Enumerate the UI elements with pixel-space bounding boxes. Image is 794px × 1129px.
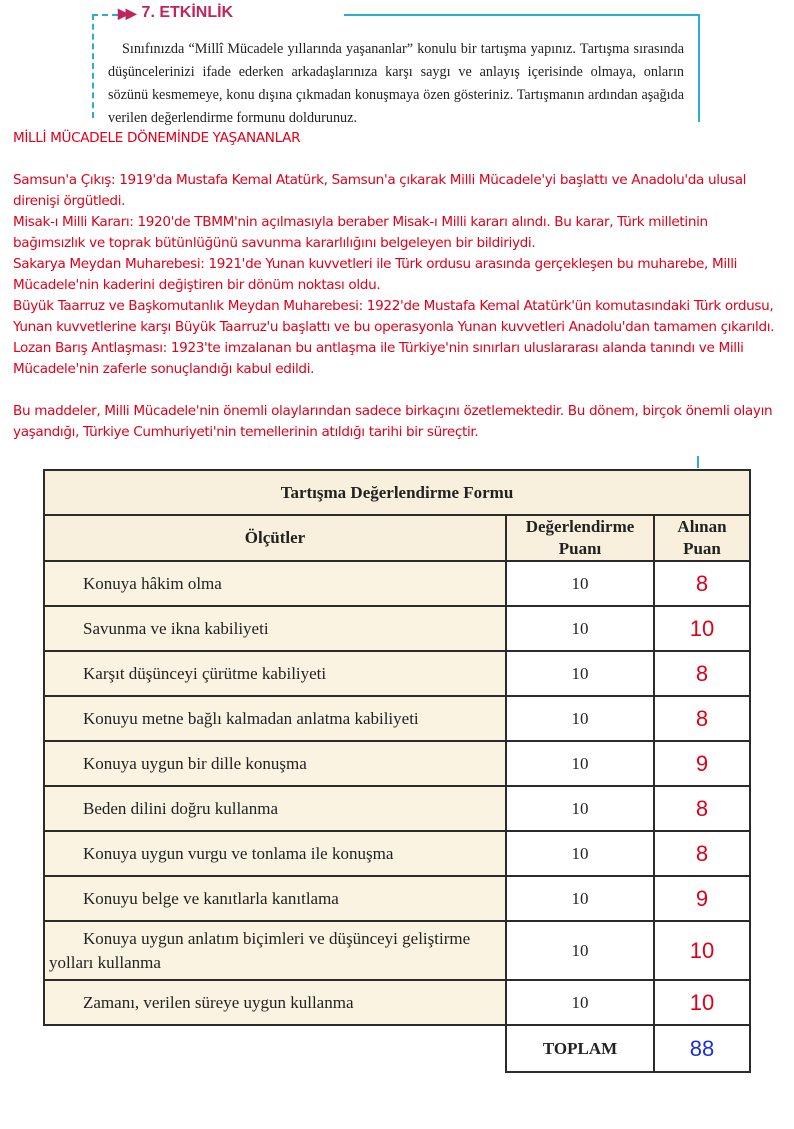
max-score-cell: 10 [506,696,654,741]
table-row [44,921,750,980]
table-row [44,876,750,921]
header-score-line2: Puan [683,539,721,558]
criterion-cell: Konuya hâkim olma [44,561,506,606]
activity-border-top [344,14,700,16]
criterion-cell: Konuya uygun vurgu ve tonlama ile konuşma [44,831,506,876]
max-score-cell: 10 [506,786,654,831]
header-score [654,515,750,561]
table-row [44,696,750,741]
total-label: TOPLAM [506,1025,654,1072]
score-cell: 8 [654,696,750,741]
score-cell: 10 [654,606,750,651]
score-cell: 8 [654,561,750,606]
event-item: Samsun'a Çıkış: 1919'da Mustafa Kemal Atatürk, Samsun'a çıkarak Milli Mücadele'yi başlattı ve Anadolu'da ulusal direnişi örgütledi. [13,172,747,209]
double-arrow-icon: ▶▶ [118,4,134,21]
max-score-cell: 10 [506,741,654,786]
score-cell: 8 [654,786,750,831]
criterion-cell: Konuya uygun anlatım biçimleri ve düşünceyi geliştirme yolları kullanma [44,921,506,980]
criterion-cell: Konuyu metne bağlı kalmadan anlatma kabiliyeti [44,696,506,741]
criterion-cell: Konuyu belge ve kanıtlarla kanıtlama [44,876,506,921]
header-max-score-line1: Değerlendirme [525,517,635,536]
score-cell: 10 [654,921,750,980]
answer-heading: MİLLİ MÜCADELE DÖNEMİNDE YAŞANANLAR [13,130,301,146]
answer-summary: Bu maddeler, Milli Mücadele'nin önemli olaylarından sadece birkaçını özetlemektedir. Bu dönem, birçok önemli olayın yaşandığı, Türkiye Cumhuriyeti'nin temellerinin atıldığı tarihi bir süreçtir. [13,403,773,440]
table-row [44,831,750,876]
evaluation-form-table [43,469,751,1073]
header-score-line1: Alınan [677,517,727,536]
header-max-score-line2: Puanı [558,539,602,558]
max-score-cell: 10 [506,606,654,651]
criterion-cell: Zamanı, verilen süreye uygun kullanma [44,980,506,1025]
table-row [44,561,750,606]
event-item: Lozan Barış Antlaşması: 1923'te imzalanan bu antlaşma ile Türkiye'nin sınırları uluslararası alanda tanındı ve Milli Mücadele'nin zaferle sonuçlandığı kabul edildi. [13,340,744,377]
answer-section [13,128,783,443]
score-cell: 8 [654,831,750,876]
activity-instructions: Sınıfınızda “Millî Mücadele yıllarında yaşananlar” konulu bir tartışma yapınız. Tartışma sırasında düşüncelerinizi ifade ederken arkadaşlarınıza karşı saygı ve anlayış içerisinde olmaya, onların sözünü kesmemeye, konu dışına çıkmadan konuşmaya özen gösteriniz. Tartışmanın ardından aşağıda verilen değerlendirme formunu doldurunuz. [108,41,684,126]
max-score-cell: 10 [506,921,654,980]
header-criteria: Ölçütler [44,515,506,561]
criterion-cell: Karşıt düşünceyi çürütme kabiliyeti [44,651,506,696]
total-value: 88 [654,1025,750,1072]
score-cell: 9 [654,876,750,921]
activity-border-fragment [697,456,699,468]
event-item: Büyük Taarruz ve Başkomutanlık Meydan Muharebesi: 1922'de Mustafa Kemal Atatürk'ün komutasındaki Türk ordusu, Yunan kuvvetlerine karşı Büyük Taarruz'u başlattı ve bu operasyonla Yunan kuvvetleri Anadolu'dan tamamen çıkarıldı. [13,298,775,335]
max-score-cell: 10 [506,831,654,876]
spacer [13,149,783,170]
criterion-cell: Konuya uygun bir dille konuşma [44,741,506,786]
activity-border-left [92,14,94,118]
score-cell: 10 [654,980,750,1025]
table-row [44,980,750,1025]
score-cell: 8 [654,651,750,696]
event-item: Sakarya Meydan Muharebesi: 1921'de Yunan kuvvetleri ile Türk ordusu arasında gerçekleşen bu muharebe, Milli Mücadele'nin kaderini değiştiren bir dönüm noktası oldu. [13,256,738,293]
criterion-cell: Beden dilini doğru kullanma [44,786,506,831]
table-header-row [44,515,750,561]
table-row [44,741,750,786]
max-score-cell: 10 [506,980,654,1025]
table-row [44,651,750,696]
activity-title-text: 7. ETKİNLİK [141,4,234,21]
event-item: Misak-ı Milli Kararı: 1920'de TBMM'nin açılmasıyla beraber Misak-ı Milli kararı alındı. Bu karar, Türk milletinin bağımsızlık ve toprak bütünlüğünü savunma kararlılığını belgeleyen bir bildiriydi. [13,214,708,251]
empty-cell [44,1025,506,1072]
spacer [13,380,783,401]
table-row [44,786,750,831]
activity-border-right [698,14,700,122]
criterion-cell: Savunma ve ikna kabiliyeti [44,606,506,651]
table-title-row [44,470,750,515]
activity-border-top-dashed [92,14,118,16]
header-max-score [506,515,654,561]
activity-box [92,4,700,126]
max-score-cell: 10 [506,561,654,606]
score-cell: 9 [654,741,750,786]
form-title: Tartışma Değerlendirme Formu [44,470,750,515]
total-row [44,1025,750,1072]
table-row [44,606,750,651]
activity-title [118,4,233,22]
max-score-cell: 10 [506,876,654,921]
max-score-cell: 10 [506,651,654,696]
